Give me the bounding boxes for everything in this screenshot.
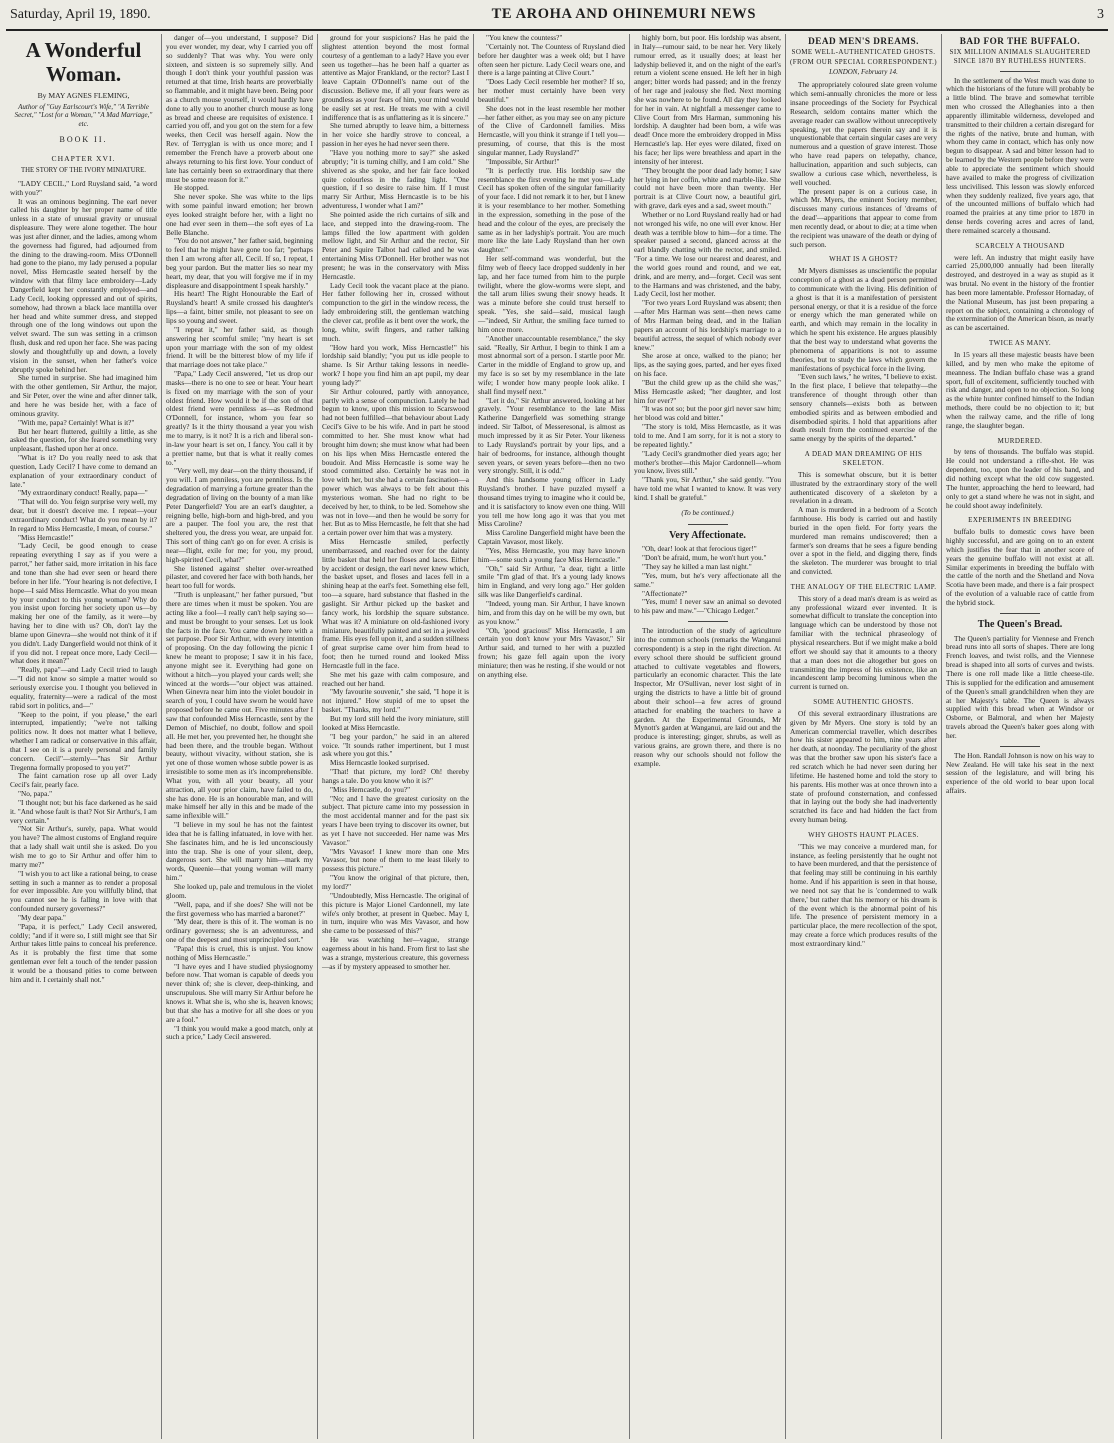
paragraph: Mr Myers dismisses as unscientific the popular conception of a ghost as a dead person permitted to communicate with the living. His definition of a ghost is that it is a manifestation of persistent personal energy, or that it is a residue of the force or energy which the man generated while on earth, and which may remain in the locality in which he spent his existence. He argues plausibly that the best way to understand what governs the phenomena of apparitions is not to assume theories, but to study the laws which govern the manifestations of psychical force in the living.: [790, 266, 937, 373]
paragraph: "I wish you to act like a rational being, to cease setting in such a manner as to render a proposal for ever impossible. Are you willfully blind, that you cannot see he is falling in love with that confounded nursery governess?": [10, 868, 157, 914]
paragraph: The present paper is on a curious case, in which Mr. Myers, the eminent Society member, discusses many curious instances of 'dreams of the dead'—apparitions that appear to come from men recently dead, or about to die; at a time when the recipient was unaware of the death or dying of such person.: [790, 186, 937, 249]
paragraph: She does not in the least resemble her mother—her father either, as you may see on any picture of the Clive of Cardonnell families. Miss Herncastle, will you think it strange if I tell you—presuming, of course, that this is the most singular manner, Lady Ruysland?": [478, 103, 625, 157]
paragraph: "They say he killed a man last night.": [642, 562, 752, 572]
article-title-buffalo: BAD FOR THE BUFFALO.: [959, 36, 1081, 46]
column-7: [942, 34, 1098, 1439]
paragraph: The appropriately coloured slate green volume which semi-annually chronicles the more or less insane proceedings of the Society for Psychical Research, seldom contains matter which the average reader can swallow without unreceptively speaking, yet the papers therein say and it is unquestionable that certain singular cases are very numerous and a question of grave interest. Those who have read papers on telepathy, chance, hallucination, apparition and such subjects, can swallow a curious case which, nevertheless, is well vouched.: [790, 80, 937, 187]
paragraph: She turned abruptly to leave him, a bitterness in her voice she hardly strove to conceal, a passion in her eyes he had never seen there.: [322, 121, 469, 149]
divider: [1000, 71, 1040, 72]
paragraph: "I repeat it," her father said, as though answering her scornful smile; "my heart is set upon your marriage with the son of my oldest friend. It will be the bitterest blow of my life if that marriage does not take place.": [166, 324, 313, 370]
paragraph: "How hard you work, Miss Herncastle!" his lordship said blandly; "you put us idle people to shame. Is Sir Arthur taking lessons in needle-work? I hope you find him an apt pupil, my dear young lady?": [322, 342, 469, 387]
article-subtitle: SIX MILLION ANIMALS SLAUGHTERED SINCE 1870 BY RUTHLESS HUNTERS.: [949, 47, 1091, 65]
article-body: [790, 710, 937, 825]
author-works: Author of "Guy Earlscourt's Wife," "A Terrible Secret," "Lost for a Woman," "A Mad Marriage," etc.: [14, 102, 153, 128]
article-body: [946, 77, 1094, 236]
paragraph: "Certainly not. The Countess of Ruysland died before her daughter was a week old; but I have often seen her picture. Lady Cecil wears one, and there is a large painting at Clive Court.": [478, 41, 625, 78]
paragraph: "Miss Herncastle!": [18, 532, 74, 542]
article-body-agriculture: [634, 627, 781, 769]
paragraph: "It was not so; but the poor girl never saw him; her blood was cold and bitter.": [634, 404, 781, 423]
paragraph: "For two years Lord Ruysland was absent; then—after Mrs Harman was sent—then news came of Mrs Harman being dead, and in the Italian papers an account of his lordship's marriage to a beautiful actress, the sequel of which nobody ever knew.": [634, 298, 781, 352]
paragraph: But my lord still held the ivory miniature, still looked at Miss Herncastle.: [322, 713, 469, 732]
article-dateline: LONDON, February 14.: [829, 67, 898, 76]
paragraph: "Papa," Lady Cecil answered, "let us drop our masks—there is no one to see or hear. Your heart is fixed on my marriage with the son of your oldest friend. How would it be if the son of that oldest friend were penniless as—as Redmond O'Donnell, for instance, whom you fear so greatly? Is it the thirty thousand a year you wish me to marry, is it not? It is a rich and liberal son-in-law your heart is set on, I fancy. You call it by a prettier name, but that is what it really comes to.": [166, 369, 313, 467]
paragraph: by tens of thousands. The buffalo was stupid. He could not understand a rifle-shot. He was dependent, too, upon the leader of his band, and did nothing except what the old cow suggested. The hunter, approaching the herd to leeward, had only to get a stand where he was not in sight, and he could shoot away indefinitely.: [946, 447, 1094, 510]
masthead: [6, 6, 1108, 26]
story-byline: By MAY AGNES FLEMING,: [37, 91, 130, 100]
paragraph: "Papa! this is cruel, this is unjust. You know nothing of Miss Herncastle.": [166, 943, 313, 962]
paragraph: "With me, papa? Certainly! What is it?": [18, 417, 135, 427]
paragraph: She met his gaze with calm composure, and reached out her hand.: [322, 669, 469, 688]
divider: [1000, 613, 1040, 614]
paragraph: She pointed aside the rich curtains of silk and lace, and stepped into the drawing-room. The lamps filled the low apartment with golden mellow light, and Sir Arthur and the rector, Sir Peter and Squire Talbot had called and he was entertaining Miss O'Donnell. Her brother was not present; he was in the conservatory with Miss Herncastle.: [322, 209, 469, 281]
paragraph: Whether or no Lord Ruysland really had or had not wronged his wife, no one will ever know. Her death was a terrible blow to him—for a time. The speaker paused a second, glanced across at the earl blandly chatting with the rector, and smiled. "For a time. We lose our nearest and dearest, and the world goes round and round, and we eat, drink, and are merry, and—forget. Cecil was sent to the Harmans and was christened, and the baby, Lady Cecil, lost her mother.: [634, 209, 781, 299]
masthead-date: Saturday, April 19, 1890.: [10, 7, 151, 22]
divider: [688, 524, 728, 525]
column-5: [630, 34, 786, 1439]
paragraph: "The story is told, Miss Herncastle, as it was told to me. And I am sorry, for it is not a story to be repeated lightly.": [634, 422, 781, 449]
paragraph: "Mrs Vavasor! I knew more than one Mrs Vavasor, but none of them to me least likely to possess this picture.": [322, 846, 469, 874]
paragraph: "My dear papa.": [18, 912, 66, 922]
article-body: [790, 81, 937, 249]
paragraph: "Oh," said Sir Arthur, "a dear, tight a little smile "I'm glad of that. It's a young lady knows him in England, and very long ago." Her golden silk was like Dangerfield's cardinal.: [478, 563, 625, 600]
article-credit: (FROM OUR SPECIAL CORRESPONDENT.): [790, 57, 937, 66]
paragraph: "Lady Cecil's grandmother died years ago; her mother's brother—this Major Cardonnell—whom you know, lives still.": [634, 448, 781, 476]
article-body: [790, 471, 937, 577]
column-1: [6, 34, 162, 1439]
paragraph: "Papa, it is perfect," Lady Cecil answered, coldly; "and if it were so, I still might see that Sir Arthur takes little pains to conceal his preference. As it is probably the first time that some gentleman ever felt a touch of the tender passion it would be a thousand pities to come between him and it. I certainly shall not.": [10, 921, 157, 984]
paragraph: Miss Herncastle looked surprised.: [330, 758, 430, 768]
paragraph: The Hon. Randall Johnson is now on his way to New Zealand. He will take his seat in the next session of the legislature, and will bring his experience of the old world to bear upon local affairs.: [946, 750, 1094, 796]
paragraph: "I believe in my soul he has not the faintest idea that he is falling infatuated, in love with her. She fascinates him, and he is led unconsciously into the trap. She is one of your silent, deep, dangerous sort. She will marry him—mark my words, Queenie—that young woman will marry him.": [166, 820, 313, 883]
paragraph: He was watching her—vague, strange eagerness about in his hand. From first to last she was a strange, mysterious creature, this governess—as if by mystery appeased to smother her.: [322, 935, 469, 971]
article-body: [946, 528, 1094, 608]
article-title-affectionate: Very Affectionate.: [669, 529, 746, 541]
paragraph: "You do not answer," her father said, beginning to feel that he might have gone too far; "perhaps then I am wrong after all, Cecil. If so, I repeat, I beg your pardon. But the matter lies so near my heart, my dear, that you will forgive me if in my displeasure and disappointment I speak harshly.": [166, 236, 313, 290]
paragraph: Lady Cecil took the vacant place at the piano. Her father following her in, crossed without compunction to the girl in the window recess, the lady embroidering still, the gentleman watching the clever cat, profile as it bent over the work, the long, white, swift fingers, and rather talking much.: [322, 280, 469, 343]
story-body-cont: [478, 34, 625, 680]
paragraph: He stopped.: [174, 183, 209, 193]
paragraph: She listened against shelter over-wreathed pilaster, and covered her face with both hands, her heart too full for words.: [166, 563, 313, 591]
to-be-continued: (To be continued.): [681, 508, 734, 517]
paragraph: were left. An industry that might easily have carried 25,000,000 annually had been literally destroyed, and destroyed in a way as stupid as it was brutal. No event in the history of the frontier has been more lamentable. Professor Hornaday, of the National Museum, has just been preparing a report on the subject, containing a chronology of the extermination of the American bison, as nearly as can be ascertained.: [946, 252, 1094, 333]
paragraph: "Miss Herncastle, do you?": [330, 784, 411, 794]
paragraph: Miss Herncastle smiled, perfectly unembarrassed, and reached over for the dainty little basket that held her floses and laces. Either by accident or design, the earl never knew which, the basket upset, and floses and laces fell in a shining heap at the earl's feet. Something else fell, too—a square, hard substance that flashed in the gaslight. Sir Arthur picked up the basket and fancy work, his lordship the square substance. What was it? A miniature on old-fashioned ivory miniature, beautifully painted and set in a jeweled frame. His eyes fell upon it, and a sudden stillness of great surprise came over him from head to foot; then he turned round and looked Miss Herncastle full in the face.: [322, 537, 469, 670]
paragraph: "Undoubtedly, Miss Herncastle. The original of this picture is Major Lionel Cardonnell, my late wife's only brother, at present in Quebec. May I, in turn, inquire who was Mrs Vavasor, and how she came to be possessed of this?": [322, 890, 469, 936]
subhead: SCARCELY A THOUSAND: [975, 241, 1065, 250]
paragraph: It was an ominous beginning. The earl never called his daughter by her proper name of title unless in a state of unusual gravity or unusual displeasure. They were alone together. The hour was just after dinner, and the ladies, among whom the governess had figured, had adjourned from the dining to the drawing-room. Miss O'Donnell had gone to the piano, my lady perused a popular novel, Miss Herncastle seated herself by the window with that filmy lace embroidery—Lady Dangerfield kept her constantly employed—and Lady Cecil, looking oppressed and out of spirits, somehow, had thrown a black lace mantilla over her head and white summer dress, and stepped through one of the long windows out upon the velvet sward. The sun was setting in a crimson flush, dusk and red upon her face. She was pacing slowly and thoughtfully up and down, a lovely vision in the sunset, when her father's voice abruptly spoke behind her.: [10, 196, 157, 374]
story-title: A Wonderful Woman.: [25, 38, 142, 86]
paragraph: "It is perfectly true. His lordship saw the resemblance the first evening he met you—Lady Cecil has spoken often of the singular familiarity of your face. I did not remark it to her, but I knew it is your resemblance to her mother. Something in the expression, something in the pose of the head and the colour of the eyes, are precisely the same as in her ladyship's portrait. You are much more like the late Lady Ruysland than her own daughter.": [478, 165, 625, 255]
story-body-cont: [166, 34, 313, 1042]
article-body-affectionate: [634, 545, 781, 616]
paragraph: "But the child grew up as the child she was," Miss Herncastle asked; "her daughter, and lost him for ever?": [634, 377, 781, 405]
paragraph: "Let it do," Sir Arthur answered, looking at her gravely. "Your resemblance to the late Miss Katherine Dangerfield was something strange indeed. Sir Talbot, of Messeresonal, is almost as much impressed by it as Sir Peter. Your likeness to Lady Ruysland's portrait by your lips, and a hair of bedrooms, for instance, although thought seven years, or seven years before—then no two very strongly. Still, it is odd.": [478, 395, 625, 476]
paragraph: "My dear, there is this of it. The woman is no ordinary governess; she is an adventuress, and one of the deepest and most unprincipled sort.": [166, 917, 313, 945]
article-body: [946, 635, 1094, 741]
divider: [1000, 746, 1040, 747]
subhead: THE ANALOGY OF THE ELECTRIC LAMP.: [790, 582, 937, 591]
paragraph: She never spoke. She was white to the lips with some painful inward emotion; her brown eyes looked straight before her, with a light no one had ever seen in them—the soft eyes of La Belle Blanche.: [166, 192, 313, 237]
book-number: BOOK II.: [59, 135, 108, 145]
article-body: [946, 254, 1094, 334]
paragraph: "You knew the countess?": [486, 34, 563, 42]
paragraph: "Lady Cecil, be good enough to cease repeating everything I say as if you were a parrot," her father said, more irritation in his face and tone than she had ever seen or heard there before in her life. "Your hearing is not defective, I hope—I said Miss Herncastle. What do you mean by your conduct to this young woman? Why do you insist upon forcing her society upon us—by making her one of the family, as it were—by having her to dine with us? Oh, don't lay the blame upon Ginevra—she would not think of it if you didn't. Lady Dangerfield would not think of it if you did not. I repeat once more, Lady Cecil—what does it mean?": [10, 541, 157, 666]
paragraph: "I beg your pardon," he said in an altered voice. "It sounds rather impertinent, but I must ask where you got this.": [322, 731, 469, 759]
columns: [6, 34, 1108, 1439]
page-number: 3: [1097, 7, 1104, 22]
subhead: SOME AUTHENTIC GHOSTS.: [813, 698, 914, 707]
paragraph: Sir Arthur coloured, partly with annoyance, partly with a sense of compunction. Lately he had begun to know, upon this mission to Scarswood had not been fulfilled—that behaviour about Lady Cecil's Give to be his wife. And in part he stood committed to her. She must know what had brought him down; she must know what had been on his lips when Miss Herncastle entered the boudoir. And Miss Herncastle is some way he stood committed also. Certainly he was not in love with her, but she had a certain fascination—a power which was always to be felt about this mysterious woman. She had no right to be deceived by her, to think, to be led. Somehow she was not in love—and then he would be sorry for her. But as to Miss Herncastle, he felt that she had a certain power over him that was a mystery.: [322, 386, 469, 538]
paragraph: "Yes, Miss Herncastle, you may have known him—some such a young face Miss Herncastle.": [478, 545, 625, 564]
article-body: [790, 595, 937, 692]
masthead-rule: [6, 29, 1108, 31]
paragraph: His heart! The Right Honourable the Earl of Ruysland's heart! A smile crossed his daughter's lips—a faint, bitter smile, not pleasant to see on lips so young and sweet.: [166, 289, 313, 325]
paragraph: highly born, but poor. His lordship was absent, in Italy—rumour said, to be near her. Very likely rumour erred, as it usually does; at least her ladyship believed it, and on the night of the earl's return a violent scene ensued. He left her in high anger; bitter words had passed; and in the frenzy of her rage and jealousy she fled. Next morning she was nowhere to be found. All day they looked for her in vain. At nightfall a messenger came to Clive Court from Mrs Harman, summoning his lordship. A daughter had been born, a wife was dead! Once more the embroidery dropped in Miss Herncastle's lap. Her eyes were dilated, fixed on his face; her lips were breathless and apart in the intensity of her interest.: [634, 34, 781, 166]
column-6: [786, 34, 942, 1439]
paragraph: "Indeed, young man. Sir Arthur, I have known him, and from this day on he will be my own, but as you know.": [478, 599, 625, 626]
paragraph: "No, papa.": [18, 789, 53, 799]
article-body: [946, 351, 1094, 431]
paragraph: "LADY CECIL," Lord Ruysland said, "a word with you?": [10, 178, 157, 197]
paragraph: "Thank you, Sir Arthur," she said gently. "You have told me what I wanted to know. It was very kind. I shall be grateful.": [634, 475, 781, 502]
article-body: [946, 752, 1094, 796]
paragraph: The introduction of the study of agriculture into the common schools (remarks the Wanganui correspondent) is a step in the right direction. At every school there should be sufficient ground attached to cultivate vegetables and flowers, particularly an economic character. This the late Inspector, Mr O'Sullivan, never lost sight of in urging the districts to have a little bit of ground about their school—a few acres of ground attached for enabling the teachers to have a garden. At the Experimental Grounds, Mr Mynott's garden at Wanganui, are laid out and the produce is interesting; ginger, shrubs, as well as various grains, are grown there, and there is no reason why our schools should not follow the example.: [634, 626, 781, 768]
paragraph: "Yes, mum! I never saw an animal so devoted to his paw and maw."—"Chicago Ledger.": [634, 597, 781, 616]
subhead: WHY GHOSTS HAUNT PLACES.: [808, 830, 919, 839]
paragraph: "I think you would make a good match, only at such a price," Lady Cecil answered.: [166, 1023, 313, 1042]
paragraph: "I have eyes and I have studied physiognomy before now. That woman is capable of deeds you never think of; she is clever, deep-thinking, and unscrupulous. She will marry Sir Arthur before he knows it. What she is, who she is, heaven knows; but that she has a motive for all she does or you are a fool.": [166, 961, 313, 1024]
paragraph: But her heart fluttered, guiltily a little, as she asked the question, for she feared something very unpleasant, flashed upon her at once.: [10, 426, 157, 454]
column-2: [162, 34, 318, 1439]
paragraph: This story of a dead man's dream is as weird as any professional wizard ever invented. It is somewhat difficult to translate the conception into language which can be understood by those not familiar with the technical phraseology of physical researchers. But if we might make a bold effort we should say that it amounts to a theory that a man does not die altogether but goes on transmitting the impress of his existence, like an incandescent lamp becoming luminous when the current is turned on.: [790, 593, 937, 692]
paragraph: "What is it? Do you really need to ask that question, Lady Cecil? I have come to demand an explanation of your extraordinary conduct of late.": [10, 453, 157, 489]
article-body: [790, 843, 937, 949]
paragraph: "Truth is unpleasant," her father pursued, "but there are times when it must be spoken. You are acting like a fool—I really can't help saying so—and must be brought to your senses. Let us look the facts in the face. You came down here with a set purpose. Poor Sir Arthur, with every intention of proposing. On the day following the picnic I knew he meant to propose; I saw it in his face, anyone might see it. Everything had gone on without a hitch—you played your cards well; she winced at the words—"our object was attained. When Ginevra near him into the violet boudoir in search of you, I could have sworn he would have proposed before he came out. Five minutes after I saw that confounded Miss Herncastle, sent by the Demon of Mischief, no doubt, follow and spoil all. He met her, you prevented her, he thought she had been there, and the trouble began. Without beauty, without vivacity, without station, she is yet one of those women whose subtle power is as irresistible to some men as it's incomprehensible. What you, with all your beauty, all your attraction, all your prior claim, have failed to do, she has done. He is an honourable man, and will make himself her ally in this and be made of the same inflexible will.": [166, 590, 313, 821]
article-body: [790, 267, 937, 444]
paragraph: The faint carnation rose up all over Lady Cecil's fair, pearly face.: [10, 771, 157, 790]
paragraph: A man is murdered in a bedroom of a Scotch farmhouse. His body is carried out and hastily buried in the open field. For forty years the murdered man remains undiscovered; then a farmer's son dreams that he sees a figure bending over a spot in the field, and digging there, finds the skeleton. The murderer was brought to trial and convicted.: [790, 505, 937, 577]
paragraph: "This we may conceive a murdered man, for instance, as feeling persistently that he ought not to have been murdered, and that the persistence of that feeling may still be continuing in his earthly home. And if his apparition is seen in that house, we need not say that he is 'condemned to walk there,' but rather that his memory or his dream is of the event which is the abnormal point of his life. The presence of persistent memory in a particular place, the mere recollection of the spot, may create a force which produces results of the most extraordinary kind.": [790, 841, 937, 948]
divider: [688, 621, 728, 622]
paragraph: Her self-command was wonderful, but the filmy web of fleecy lace dropped suddenly in her lap, and her face turned from him to the purple twilight, where the glow-worms were slept, and the tall arum lilies swung their snowy heads. It was a minute before she could trust herself to speak. "Yes, she said—said, musical laugh—"indeed, Sir Arthur, the smiling face turned to him once more.: [478, 254, 625, 334]
paragraph: "Yes, mum, but he's very affectionate all the same.": [634, 570, 781, 589]
subhead: A DEAD MAN DREAMING OF HIS SKELETON.: [804, 450, 923, 467]
article-title-dead-mens-dreams: DEAD MEN'S DREAMS.: [808, 36, 919, 46]
story-body-cont: [634, 34, 781, 503]
article-title-queens-bread: The Queen's Bread.: [977, 618, 1063, 630]
paragraph: "Very well, my dear—on the thirty thousand, if you will. I am penniless, you are penniless. Is the degradation of marrying a fortune greater than the degradation of living on the bounty of a man like Peter Dangerfield? You are an earl's daughter, a reigning belle, high-born and high-bred, and you are a pauper. The fool you are, the rest that sheltered you, the dress you wear, are unpaid for. This sort of thing can't go on for ever. A crisis is near—flight, exile for me; for you, my proud, high-spirited Cecil, what?": [166, 466, 313, 564]
story-body-cont: [322, 34, 469, 971]
paragraph: "My extraordinary conduct! Really, papa—": [18, 488, 148, 498]
subhead: TWICE AS MANY.: [988, 339, 1052, 348]
paragraph: "Not Sir Arthur's, surely, papa. What would you have? The almost customs of England require that a lady shall wait until she is asked. Do you wish me to go to Sir Arthur and offer him to marry me?": [10, 824, 157, 869]
paragraph: "They brought the poor dead lady home; I saw her lying in her coffin, white and marble-like. She could not have been more than twenty. Her portrait is at Clive Court now, a beautiful girl, with grave, dark eyes and a sad, sweet mouth.": [634, 165, 781, 211]
column-4: [474, 34, 630, 1439]
paragraph: This is somewhat obscure, but it is better illustrated by the extraordinary story of the well authenticated discovery of a skeleton by a revelation in a dream.: [790, 469, 937, 506]
paragraph: She arose at once, walked to the piano; her lips, as the saying goes, parted, and her eyes fixed on his face.: [634, 351, 781, 379]
paragraph: "My favourite souvenir," she said, "I hope it is not injured." How stupid of me to upset the basket. "Thanks, my lord.": [322, 687, 469, 715]
paragraph: She turned in surprise. She had imagined him with the other gentlemen, Sir Arthur, the major, and Sir Peter, over the wine and after dinner talk, and here he was beside her, with a face of ominous gravity.: [10, 373, 157, 418]
story-body: [10, 180, 157, 985]
paragraph: buffalo bulls to domestic cows have been highly successful, and are going on to an extent which justifies the fear that in another score of years the genuine buffalo will not exist at all. Similar experiments in breeding the buffalo with the cattle of the north and the Shetland and Nova Scotia have been made, and there is a fair prospect of the evolution of a valuable race of cattle from the hybrid stock.: [946, 527, 1094, 607]
paragraph: "Keep to the point, if you please," the earl interrupted, impatiently; "we're not talking politics now. It does not matter what I believe, whether I am radical or conservative in this affair, that I see on it is a purely personal and family concern. Cecil"—sternly—"has Sir Arthur Tregenna formally proposed to you yet?": [10, 709, 157, 772]
paragraph: She looked up, pale and tremulous in the violet gloom.: [166, 882, 313, 900]
article-body: [946, 448, 1094, 510]
paragraph: "Another unaccountable resemblance," the sky said. "Really, Sir Arthur, I begin to think I am a most abnormal sort of a person. I startle poor Mr. Carter in the middle of England to grow up, and my face is so set by my resemblance in the late wife; I wonder how many people look alike. I shall find myself next.": [478, 333, 625, 396]
paragraph: "No; and I have the greatest curiosity on the subject. That picture came into my possession in the most accidental manner and for the past six years I have been trying to discover its owner, but as yet I have not succeeded. Her name was Mrs Vavasor.": [322, 793, 469, 847]
paragraph: "Even such laws," he writes, "I believe to exist. In the first place, I believe that telepathy—the transference of thought through other than sensory channels—exists both as between embodied spirits and as between embodied and disembodied spirits. I hold that apparitions after death result from the continued exercise of the same energy by the spirits of the departed.": [790, 372, 937, 444]
paragraph: "You know the original of that picture, then, my lord?": [322, 873, 469, 891]
paragraph: "I thought not; but his face darkened as he said it. "And whose fault is that? Not Sir Arthur's, I am very certain.": [10, 797, 157, 825]
paragraph: "Oh, dear! look at that ferocious tiger!": [642, 544, 757, 554]
paragraph: "Does Lady Cecil resemble her mother? If so, her mother must certainly have been very beautiful.": [478, 77, 625, 104]
paragraph: "Well, papa, and if she does? She will not be the first governess who has married a baronet?": [166, 899, 313, 918]
paragraph: Miss Caroline Dangerfield might have been the Captain Vavasor, most likely.: [478, 528, 625, 547]
column-3: [318, 34, 474, 1439]
paragraph: "That will do. You feign surprise very well, my dear, but it doesn't deceive me. I repeat—your extraordinary conduct! What do you mean by it? In regard to Miss Herncastle, I mean, of course.": [10, 497, 157, 533]
subhead: EXPERIMENTS IN BREEDING: [968, 516, 1072, 525]
paragraph: "That! that picture, my lord? Oh! thereby hangs a tale. Do you know who it is?": [322, 767, 469, 785]
paragraph: danger of—you understand, I suppose? Did you ever wonder, my dear, why I carried you off so suddenly? That was why. You were only sixteen, and sixteen is so supremely silly. And though I don't think your youthful passion was returned at that time, Irish hearts are proverbially so flammable, and it might have been. Being poor as a church mouse yourself, it would hardly have done to ally you to another church mouse as long as bread and cheese are requisites of existence. I carried you off, and you got on the stem for a few weeks, then Cecil was herself again. Now the Rev. of Terryglan is with us once more; and I remember the French have a proverb about one always returning to his first love. Your conduct of late has certainly been so extraordinary that there must be some reason for it.": [166, 34, 313, 184]
paragraph: In 15 years all these majestic beasts have been killed, and by men who make the epitome of meanness. The Indian buffalo chase was a grand sport, full of excitement, sufficiently touched with risk and danger, and open to no objection. So long as the white hunter confined himself to the Indian methods, there could be no objection to it; but when the railway came, and the rifle of long range, the slaughter began.: [946, 350, 1094, 430]
paragraph: "Impossible, Sir Arthur!": [486, 156, 560, 166]
paragraph: And this handsome young officer in Lady Ruysland's brother. I have puzzled myself a thousand times trying to imagine who it could be, and it is satisfactory to know even one thing. Will you tell me how long ago it was that you met Miss Caroline?: [478, 475, 625, 529]
paragraph: In the settlement of the West much was done to which the historians of the future will probably be a little blind. The brave and somewhat terrible men who crossed the Alleghanies into a then apparently illimitable wilderness, developed and transmitted to their children a certain disregard for the rights of the native, brute and human, with whom they came in contact, which has only now begun to disappear. A sad and bitter lesson had to be learned by the Western people before they were able to appreciate the sentiment which should have availed to make the progress of civilization less uncivilised. This lesson was slowly enforced when they suddenly realized, five years ago, that of the uncounted millions of buffalo which had roamed the prairies at any time prior to 1870 in dense herds covering acres and acres of land, there remained scarcely a thousand.: [946, 75, 1094, 235]
subhead: MURDERED.: [997, 436, 1043, 445]
paragraph: "Really, papa"—and Lady Cecil tried to laugh—"I did not know so simple a matter would so seriously exercise you. I thought you believed in equality, fraternity—were a radical of the most rabid sort in politics, and—": [10, 665, 157, 710]
paragraph: The Queen's partiality for Viennese and French bread runs into all sorts of shapes. There are long French loaves, and twist rolls, and the Viennese bread is shaped into all sorts of curves and twists. There is one roll made like a little cheese-tile. This is supplied for the edification and amusement of the Queen's small grandchildren when they are at her Majesty's table. The Queen is always supplied with this bread when at Windsor or Osborne, or Balmoral, and when her Majesty travels abroad the Queen's baker goes along with her.: [946, 633, 1094, 740]
paragraph: "Affectionate?": [642, 588, 688, 598]
article-subtitle: SOME WELL-AUTHENTICATED GHOSTS.: [791, 47, 936, 56]
chapter-title: THE STORY OF THE IVORY MINIATURE.: [21, 167, 146, 175]
paragraph: ground for your suspicions? Has he paid the slightest attention beyond the most formal courtesy of a gentleman to a lady? Have you ever seen us together—has he been half a quarter as attentive as Major Frankland, or the rector? Last I leave Captain O'Donnell's name out of the discussion. Believe me, if all your fears were as groundless as your fears of him, your mind would be easily set at rest. He treats me with a civil indifference that is as unflattering as it is sincere.": [322, 34, 469, 122]
chapter-number: CHAPTER XVI.: [51, 154, 116, 164]
paragraph: Of this several extraordinary illustrations are given by Mr Myers. One story is told by an American commercial traveller, which describes how his sister appeared to him, nine years after her death, at noonday. The peculiarity of the ghost was that the brother saw upon his sister's face a red scratch which he had never seen during her lifetime. He hastened home and told the story to his parents. His mother was at once thrown into a state of profound consternation, and confessed that in laying out the body she had inadvertently scratched its face and had hidden the fact from every human being.: [790, 708, 937, 825]
subhead: WHAT IS A GHOST?: [829, 255, 898, 264]
masthead-title: TE AROHA AND OHINEMURI NEWS: [491, 6, 756, 22]
paragraph: "Don't be afraid, mum, he won't hurt you.": [642, 553, 767, 563]
paragraph: "Oh, 'good gracious!' Miss Herncastle, I am certain you don't know your Mrs Vavasor," Sir Arthur said, and turned to her with a puzzled frown; his gaze fell again upon the ivory miniature; then was he resting, if she would or not on anything else.: [478, 625, 625, 679]
paragraph: "Have you nothing more to say?" she asked abruptly; "it is turning chilly, and I am cold." She shivered as she spoke, and her fair face looked quite colourless in the fading light. "One question, if I so desire to raise him. If I must marry Sir Arthur, Miss Herncastle is to be his adventuress, I wonder what I am?": [322, 147, 469, 211]
